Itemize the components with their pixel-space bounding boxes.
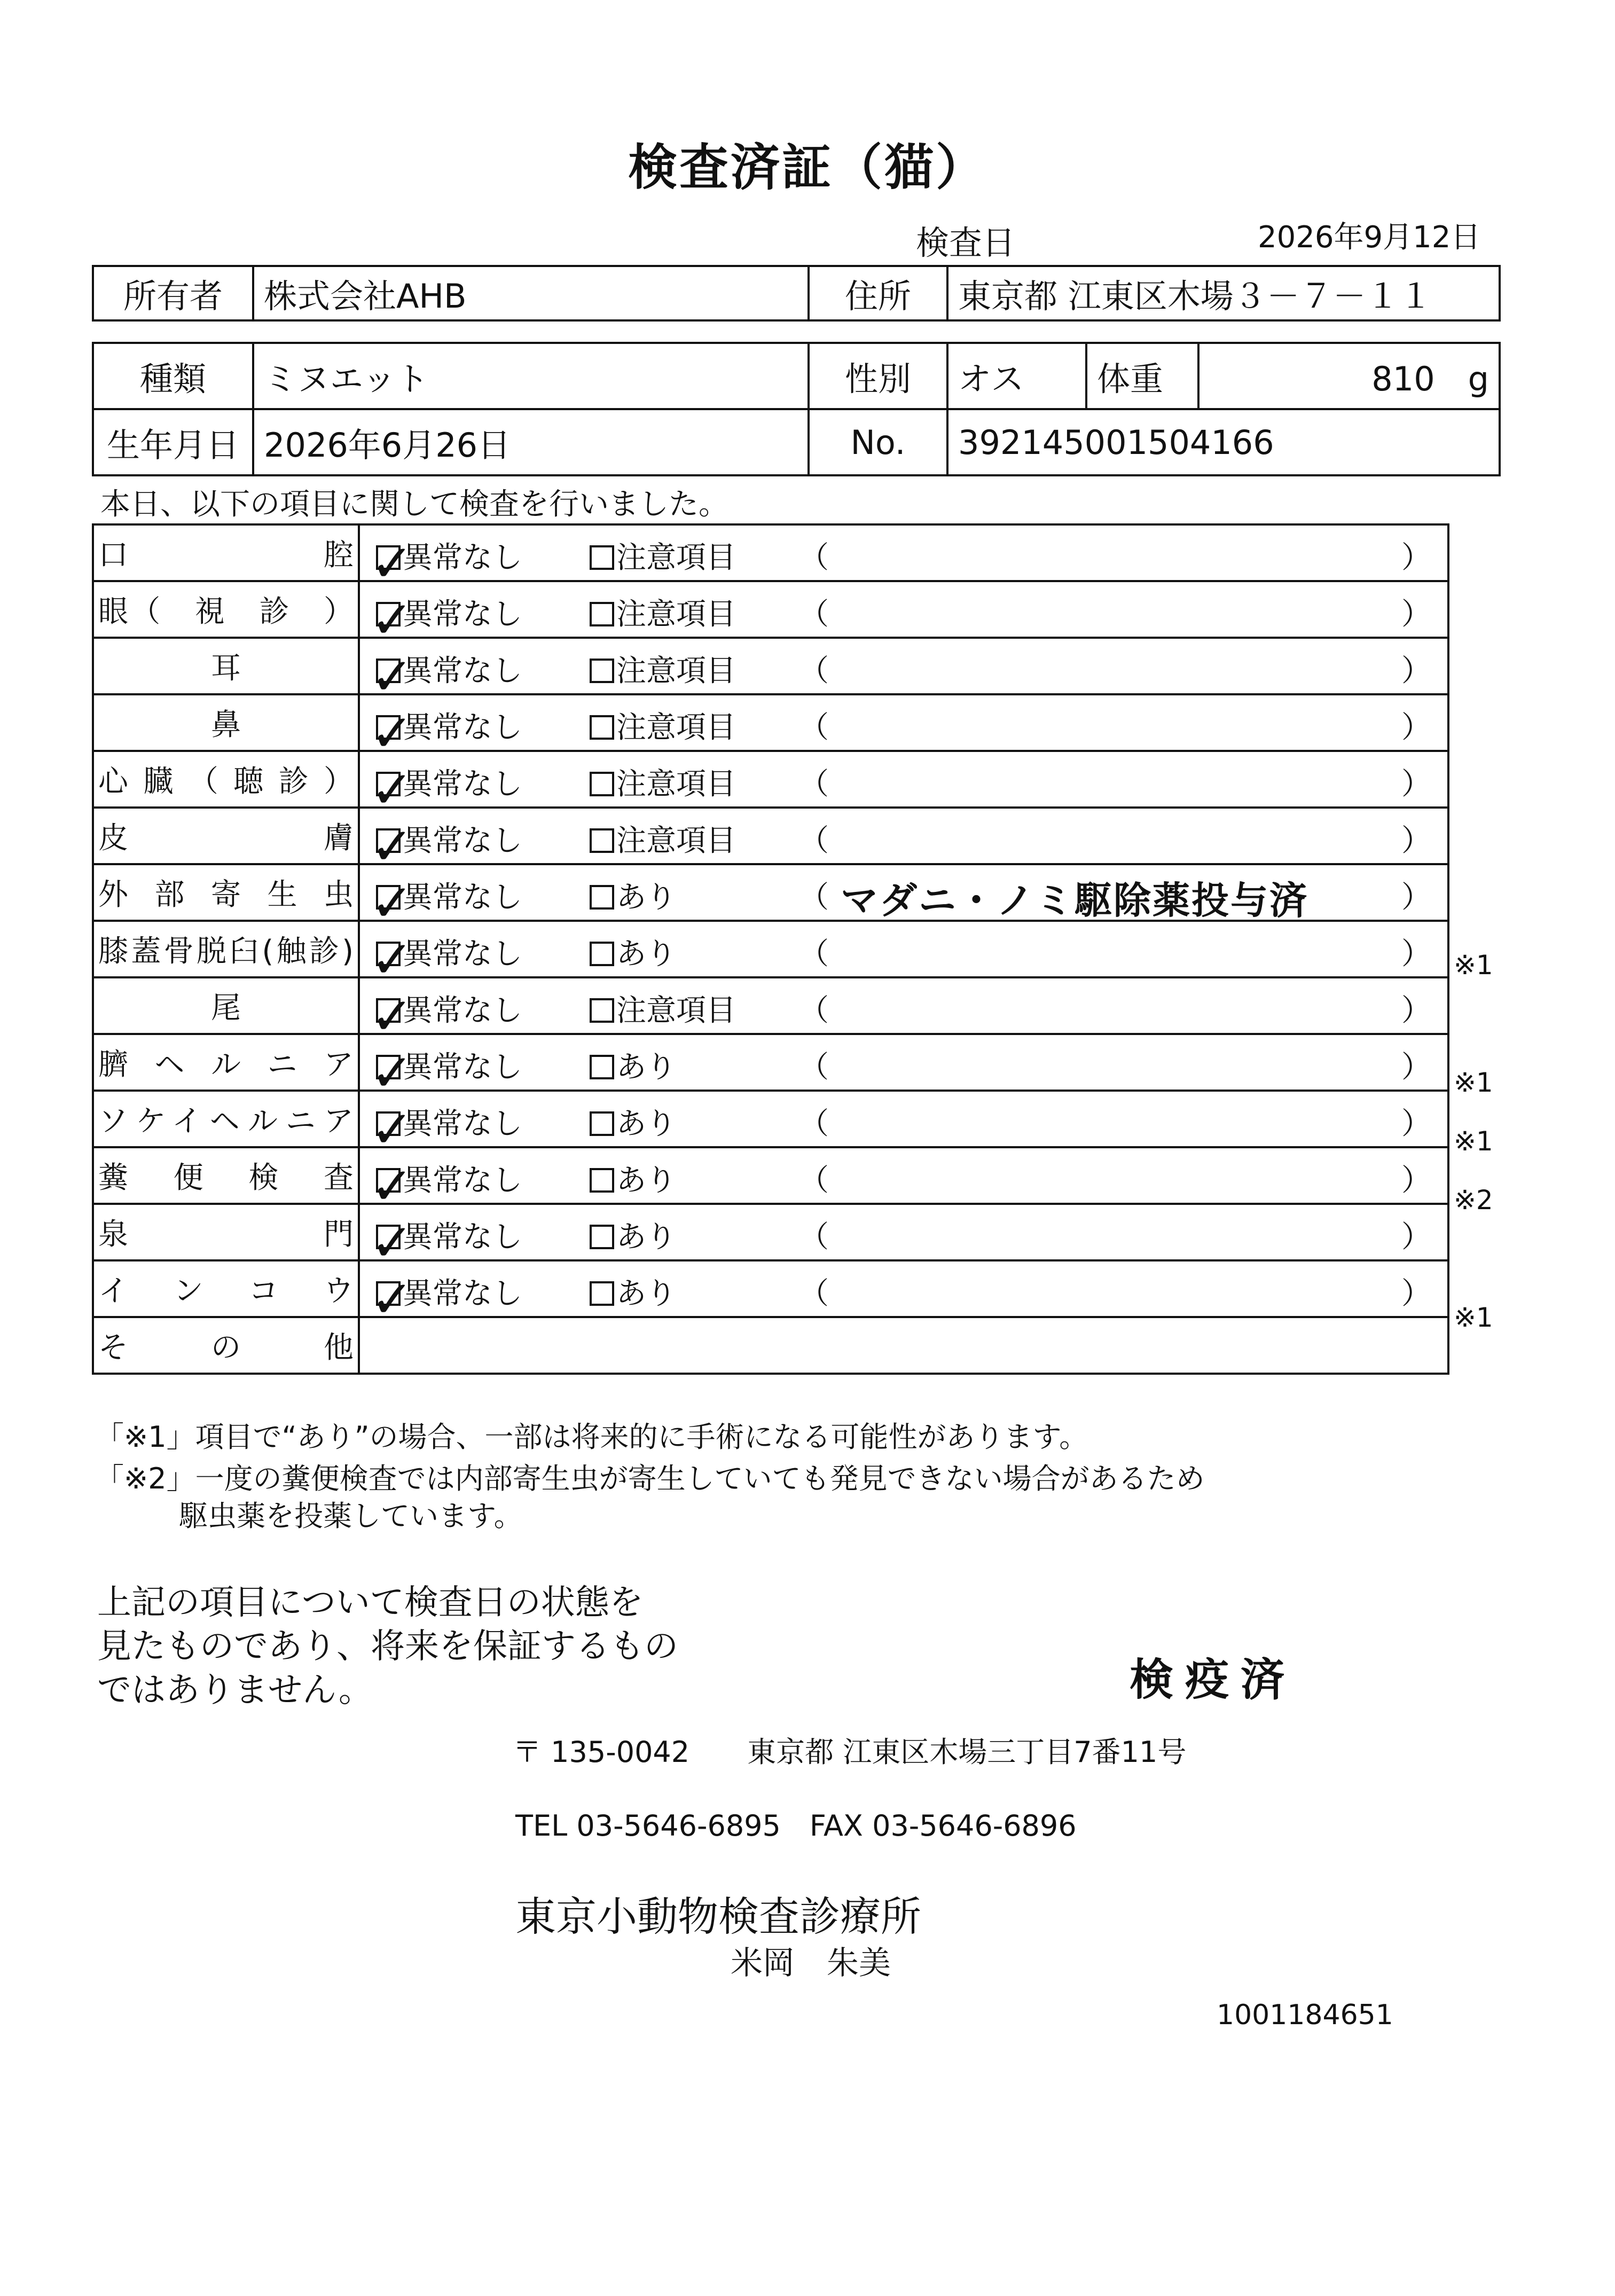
exam-item-label-cell <box>93 808 359 864</box>
other-notes-cell[interactable] <box>359 1317 1448 1374</box>
sex-label: 性別 <box>809 343 947 409</box>
footnote-2-continued: 駆虫薬を投薬しています。 <box>179 1499 523 1533</box>
close-paren: ） <box>1401 540 1431 575</box>
exam-item-result-cell <box>359 581 1448 650</box>
exam-item-label-cell <box>93 751 359 808</box>
result-ok-label: 異常なし <box>403 824 522 858</box>
result-ok-option[interactable] <box>371 817 522 876</box>
exam-item-result-cell <box>359 1034 1448 1103</box>
empty-checkbox-icon[interactable] <box>590 885 614 910</box>
result-other-option[interactable] <box>590 1270 676 1313</box>
result-ok-label: 異常なし <box>403 597 522 632</box>
exam-item-result-cell <box>359 921 1448 990</box>
exam-item-row <box>93 864 1448 921</box>
result-ok-label: 異常なし <box>403 710 522 745</box>
check-mark-icon: ✓ <box>371 534 414 593</box>
open-paren: （ <box>799 767 829 802</box>
quarantine-stamp: 検疫済 <box>1130 1655 1297 1705</box>
close-paren: ） <box>1401 710 1431 745</box>
open-paren: （ <box>799 824 829 858</box>
open-paren: （ <box>799 880 829 915</box>
open-paren: （ <box>799 993 829 1028</box>
checked-checkbox-icon[interactable] <box>371 703 414 763</box>
empty-checkbox-icon[interactable] <box>590 545 614 570</box>
check-mark-icon: ✓ <box>371 1213 414 1273</box>
exam-item-row <box>93 1091 1448 1147</box>
exam-item-row <box>93 581 1448 638</box>
result-ok-label: 異常なし <box>403 1050 522 1085</box>
check-mark-icon: ✓ <box>371 1100 414 1159</box>
exam-item-label: 外部寄生虫 <box>98 877 354 912</box>
exam-item-row <box>93 977 1448 1034</box>
close-paren: ） <box>1401 1163 1431 1198</box>
result-ok-label: 異常なし <box>403 937 522 971</box>
result-ok-label: 異常なし <box>403 540 522 575</box>
result-ok-option[interactable] <box>371 930 522 990</box>
result-ok-option[interactable] <box>371 873 522 933</box>
checked-checkbox-icon[interactable] <box>371 1100 414 1159</box>
close-paren: ） <box>1401 597 1431 632</box>
result-other-option[interactable] <box>590 1100 676 1143</box>
checked-checkbox-icon[interactable] <box>371 817 414 876</box>
exam-item-label-cell <box>93 581 359 638</box>
check-mark-icon: ✓ <box>371 590 414 650</box>
certificate-title: 検査済証（猫） <box>628 139 987 196</box>
address-label: 住所 <box>809 266 947 320</box>
result-other-option[interactable] <box>590 1213 676 1256</box>
exam-items-table <box>92 523 1449 1375</box>
check-mark-icon: ✓ <box>371 1043 414 1103</box>
result-other-option[interactable] <box>590 591 736 633</box>
result-ok-option[interactable] <box>371 647 522 707</box>
exam-date-value: 2026年9月12日 <box>1258 220 1481 255</box>
exam-item-label-cell <box>93 1091 359 1147</box>
footnote-2: 「※2」一度の糞便検査では内部寄生虫が寄生していても発見できない場合があるため <box>95 1462 1205 1495</box>
exam-item-result-cell <box>359 864 1448 933</box>
exam-item-row <box>93 694 1448 751</box>
result-ok-option[interactable] <box>371 1100 522 1159</box>
result-other-label: あり <box>616 1050 676 1085</box>
checked-checkbox-icon[interactable] <box>371 986 414 1046</box>
result-other-label: あり <box>616 1220 676 1255</box>
no-label: No. <box>809 409 947 475</box>
exam-item-label-cell <box>93 1204 359 1260</box>
checked-checkbox-icon[interactable] <box>371 1043 414 1103</box>
exam-item-row <box>93 751 1448 808</box>
exam-item-label: 耳 <box>211 651 241 686</box>
breed-value: ミヌエット <box>253 343 809 409</box>
exam-item-result-cell <box>359 1204 1448 1273</box>
result-other-label: 注意項目 <box>616 993 736 1028</box>
exam-item-label: インコウ <box>98 1274 354 1308</box>
close-paren: ） <box>1401 1276 1431 1311</box>
result-other-option[interactable] <box>590 1044 676 1086</box>
exam-item-row <box>93 808 1448 864</box>
open-paren: （ <box>799 540 829 575</box>
exam-item-label: 皮 膚 <box>98 821 354 856</box>
exam-item-result-cell <box>359 694 1448 763</box>
birth-value: 2026年6月26日 <box>253 409 809 475</box>
exam-item-label: 泉 門 <box>98 1217 354 1252</box>
result-ok-option[interactable] <box>371 534 522 593</box>
exam-item-row <box>93 638 1448 694</box>
checked-checkbox-icon[interactable] <box>371 534 414 593</box>
exam-item-result-cell <box>359 524 1448 593</box>
result-other-label: あり <box>616 880 676 915</box>
result-other-option[interactable] <box>590 534 736 577</box>
check-mark-icon: ✓ <box>371 1270 414 1329</box>
clinic-name: 東京小動物検査診療所 <box>515 1893 921 1940</box>
sex-value: オス <box>947 343 1086 409</box>
empty-checkbox-icon[interactable] <box>590 1055 614 1079</box>
result-other-option[interactable] <box>590 647 736 690</box>
disclaimer-line: 見たものであり、将来を保証するもの <box>97 1627 678 1666</box>
empty-checkbox-icon[interactable] <box>590 828 614 853</box>
open-paren: （ <box>799 1220 829 1255</box>
check-mark-icon: ✓ <box>371 647 414 707</box>
result-ok-option[interactable] <box>371 590 522 650</box>
exam-item-label-cell <box>93 1147 359 1204</box>
checked-checkbox-icon[interactable] <box>371 930 414 990</box>
birth-label: 生年月日 <box>93 409 253 475</box>
footnote-reference: ※1 <box>1454 1126 1493 1157</box>
exam-item-label-cell <box>93 864 359 921</box>
checked-checkbox-icon[interactable] <box>371 873 414 933</box>
result-ok-label: 異常なし <box>403 993 522 1028</box>
result-other-option[interactable] <box>590 817 736 860</box>
close-paren: ） <box>1401 993 1431 1028</box>
result-other-option[interactable] <box>590 930 676 973</box>
open-paren: （ <box>799 654 829 688</box>
disclaimer <box>97 1581 678 1712</box>
check-mark-icon: ✓ <box>371 873 414 933</box>
result-other-option[interactable] <box>590 874 676 916</box>
open-paren: （ <box>799 597 829 632</box>
clinic-phone-fax: TEL 03-5646-6895 FAX 03-5646-6896 <box>515 1809 1077 1843</box>
result-ok-option[interactable] <box>371 1213 522 1273</box>
result-other-label: あり <box>616 937 676 971</box>
result-ok-label: 異常なし <box>403 1107 522 1141</box>
checked-checkbox-icon[interactable] <box>371 1156 414 1216</box>
exam-date-label: 検査日 <box>916 223 1016 262</box>
close-paren: ） <box>1401 1050 1431 1085</box>
result-ok-option[interactable] <box>371 760 522 820</box>
clinic-address: 〒 135-0042 東京都 江東区木場三丁目7番11号 <box>513 1735 1187 1769</box>
result-other-option[interactable] <box>590 987 736 1030</box>
checked-checkbox-icon[interactable] <box>371 760 414 820</box>
result-ok-label: 異常なし <box>403 1276 522 1311</box>
animal-table <box>92 342 1501 476</box>
result-ok-label: 異常なし <box>403 880 522 915</box>
close-paren: ） <box>1401 824 1431 858</box>
result-other-label: 注意項目 <box>616 710 736 745</box>
exam-item-result-cell <box>359 808 1448 876</box>
empty-checkbox-icon[interactable] <box>590 942 614 966</box>
exam-item-row <box>93 524 1448 581</box>
close-paren: ） <box>1401 1220 1431 1255</box>
result-ok-option[interactable] <box>371 1156 522 1216</box>
check-mark-icon: ✓ <box>371 817 414 876</box>
exam-item-row <box>93 921 1448 977</box>
exam-item-label-cell <box>93 638 359 694</box>
empty-checkbox-icon[interactable] <box>590 659 614 683</box>
open-paren: （ <box>799 1276 829 1311</box>
exam-item-row <box>93 1204 1448 1260</box>
exam-item-label-cell <box>93 1260 359 1317</box>
result-ok-option[interactable] <box>371 1043 522 1103</box>
other-label: その他 <box>98 1330 354 1365</box>
check-mark-icon: ✓ <box>371 703 414 763</box>
exam-item-label: 膝蓋骨脱臼(触診) <box>98 934 354 969</box>
checked-checkbox-icon[interactable] <box>371 1270 414 1329</box>
result-other-option[interactable] <box>590 761 736 803</box>
exam-item-label: 臍ヘルニア <box>98 1047 354 1082</box>
exam-item-label: 口 腔 <box>98 538 354 573</box>
footnote-reference: ※1 <box>1454 1302 1493 1333</box>
checked-checkbox-icon[interactable] <box>371 1213 414 1273</box>
open-paren: （ <box>799 1050 829 1085</box>
result-other-label: 注意項目 <box>616 597 736 632</box>
exam-item-label: 心臓（聴診） <box>98 764 354 799</box>
empty-checkbox-icon[interactable] <box>590 1168 614 1193</box>
footnote-reference: ※1 <box>1454 1067 1493 1098</box>
checked-checkbox-icon[interactable] <box>371 590 414 650</box>
close-paren: ） <box>1401 1107 1431 1141</box>
check-mark-icon: ✓ <box>371 986 414 1046</box>
result-ok-label: 異常なし <box>403 767 522 802</box>
exam-item-label-cell <box>93 1034 359 1091</box>
exam-caption: 本日、以下の項目に関して検査を行いました。 <box>100 487 728 522</box>
result-ok-option[interactable] <box>371 703 522 763</box>
exam-item-label-cell <box>93 524 359 581</box>
open-paren: （ <box>799 937 829 971</box>
owner-value: 株式会社AHB <box>253 266 809 320</box>
no-value: 392145001504166 <box>947 409 1500 475</box>
empty-checkbox-icon[interactable] <box>590 715 614 740</box>
exam-item-label-cell <box>93 694 359 751</box>
exam-item-label: ソケイヘルニア <box>98 1104 354 1139</box>
owner-label: 所有者 <box>93 266 253 320</box>
result-other-option[interactable] <box>590 1157 676 1200</box>
result-note: マダニ・ノミ駆除薬投与済 <box>841 879 1308 922</box>
open-paren: （ <box>799 710 829 745</box>
result-other-label: 注意項目 <box>616 767 736 802</box>
open-paren: （ <box>799 1163 829 1198</box>
exam-item-result-cell <box>359 638 1448 707</box>
exam-item-label-cell <box>93 921 359 977</box>
breed-label: 種類 <box>93 343 253 409</box>
exam-item-result-cell <box>359 1147 1448 1216</box>
result-other-label: あり <box>616 1276 676 1311</box>
footnote-reference: ※1 <box>1454 950 1493 981</box>
empty-checkbox-icon[interactable] <box>590 1281 614 1306</box>
close-paren: ） <box>1401 767 1431 802</box>
result-ok-option[interactable] <box>371 1270 522 1329</box>
empty-checkbox-icon[interactable] <box>590 1225 614 1249</box>
result-other-label: あり <box>616 1107 676 1141</box>
exam-item-label: 尾 <box>211 991 241 1025</box>
result-other-option[interactable] <box>590 704 736 747</box>
result-ok-label: 異常なし <box>403 654 522 688</box>
exam-item-row-other <box>93 1317 1448 1374</box>
check-mark-icon: ✓ <box>371 1156 414 1216</box>
exam-item-result-cell <box>359 751 1448 820</box>
exam-item-label: 糞便検査 <box>98 1161 354 1195</box>
check-mark-icon: ✓ <box>371 930 414 990</box>
result-ok-label: 異常なし <box>403 1163 522 1198</box>
check-mark-icon: ✓ <box>371 760 414 820</box>
close-paren: ） <box>1401 880 1431 915</box>
result-ok-option[interactable] <box>371 986 522 1046</box>
checked-checkbox-icon[interactable] <box>371 647 414 707</box>
disclaimer-line: 上記の項目について検査日の状態を <box>97 1583 644 1623</box>
exam-item-label-cell <box>93 1317 359 1374</box>
owner-table <box>92 265 1501 322</box>
result-other-label: 注意項目 <box>616 824 736 858</box>
exam-item-label: 眼（ 視 診 ） <box>98 594 354 629</box>
open-paren: （ <box>799 1107 829 1141</box>
serial-number: 1001184651 <box>1217 1999 1393 2031</box>
result-other-label: 注意項目 <box>616 540 736 575</box>
exam-item-result-cell <box>359 1091 1448 1159</box>
exam-item-row <box>93 1260 1448 1317</box>
exam-item-row <box>93 1147 1448 1204</box>
disclaimer-line: ではありません。 <box>97 1671 373 1710</box>
result-ok-label: 異常なし <box>403 1220 522 1255</box>
close-paren: ） <box>1401 654 1431 688</box>
exam-item-result-cell <box>359 1260 1448 1329</box>
weight-value: 810 g <box>1198 343 1500 409</box>
empty-checkbox-icon[interactable] <box>590 772 614 796</box>
empty-checkbox-icon[interactable] <box>590 602 614 626</box>
footnote-reference: ※2 <box>1454 1185 1493 1216</box>
doctor-name: 米岡 朱美 <box>731 1945 891 1982</box>
result-other-label: あり <box>616 1163 676 1198</box>
close-paren: ） <box>1401 937 1431 971</box>
address-value: 東京都 江東区木場３－７－１１ <box>947 266 1500 320</box>
result-other-label: 注意項目 <box>616 654 736 688</box>
footnote-1: 「※1」項目で“あり”の場合、一部は将来的に手術になる可能性があります。 <box>95 1420 1088 1454</box>
empty-checkbox-icon[interactable] <box>590 1111 614 1136</box>
weight-label: 体重 <box>1086 343 1198 409</box>
exam-item-label-cell <box>93 977 359 1034</box>
empty-checkbox-icon[interactable] <box>590 998 614 1023</box>
exam-item-row <box>93 1034 1448 1091</box>
exam-item-label: 鼻 <box>211 708 241 742</box>
exam-item-result-cell <box>359 977 1448 1046</box>
